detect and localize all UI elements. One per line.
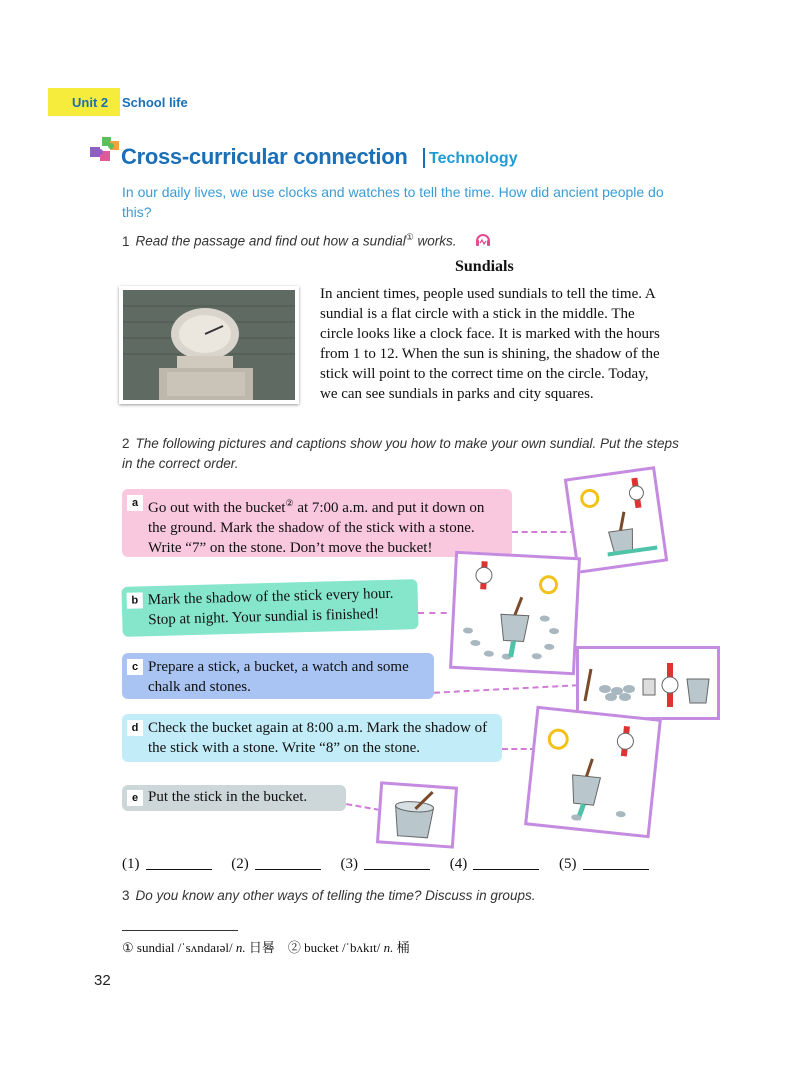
answer-blank-4[interactable] bbox=[473, 855, 539, 870]
footnote-ref-2: ② bbox=[285, 498, 294, 508]
task-2-text: The following pictures and captions show you how to make your own sundial. Put the steps in the correct order. bbox=[122, 436, 679, 471]
footnote-1-word: sundial bbox=[136, 940, 175, 955]
footnote-1-ipa: /ˈsʌndaɪəl/ bbox=[177, 940, 233, 955]
step-b-caption bbox=[121, 579, 418, 637]
step-a-text-end: at 7:00 a.m. and put it down on the ground. Mark the shadow of the stick with a stone. Write “7” on the stone. Don’t move the bucket! bbox=[148, 500, 485, 556]
footnote-1-pos: n. bbox=[235, 940, 246, 955]
answer-blanks bbox=[122, 855, 665, 873]
step-d-text: Check the bucket again at 8:00 a.m. Mark the shadow of the stick with a stone. Write “8” on the stone. bbox=[148, 720, 488, 756]
unit-name: School life bbox=[122, 95, 188, 110]
step-a-caption bbox=[122, 489, 512, 557]
footnote-2-word: bucket bbox=[304, 940, 339, 955]
footnote-2-pos: n. bbox=[383, 940, 394, 955]
answer-label-1: (1) bbox=[122, 856, 140, 872]
passage-body: In ancient times, people used sundials to tell the time. A sundial is a flat circle with a stick in the middle. The circle looks like a clock face. It is marked with the hours from 1 to 12. When the sun is shining, the shadow of the stick will point to the correct time on the circle. Today, we can see sundials in parks and city squares. bbox=[320, 286, 660, 402]
intro-question: In our daily lives, we use clocks and watches to tell the time. How did ancient people do this? bbox=[122, 184, 664, 220]
task-2 bbox=[122, 434, 682, 474]
step-c-picture bbox=[576, 646, 720, 720]
footnote-ref-1: ① bbox=[405, 232, 414, 242]
footnote-1-mark: ① bbox=[122, 940, 134, 955]
task-1-text-end: works. bbox=[413, 233, 457, 249]
step-b-picture bbox=[449, 551, 581, 675]
step-e-letter: e bbox=[127, 790, 143, 806]
page-number: 32 bbox=[94, 972, 111, 989]
answer-label-2: (2) bbox=[231, 856, 249, 872]
footnote-2-zh: 桶 bbox=[396, 940, 410, 955]
step-b-letter: b bbox=[127, 592, 143, 608]
task-3 bbox=[122, 888, 535, 903]
footnote-2-mark: ② bbox=[287, 940, 301, 955]
step-c-caption bbox=[122, 653, 434, 699]
answer-label-5: (5) bbox=[559, 856, 577, 872]
task-3-text: Do you know any other ways of telling the time? Discuss in groups. bbox=[135, 888, 536, 903]
footnotes bbox=[122, 937, 410, 956]
unit-label: Unit 2 bbox=[72, 95, 109, 110]
step-e-caption bbox=[122, 785, 346, 811]
task-1 bbox=[122, 232, 457, 249]
step-e-text: Put the stick in the bucket. bbox=[148, 789, 308, 805]
passage-title: Sundials bbox=[455, 258, 514, 275]
task-2-number: 2 bbox=[122, 436, 130, 451]
answer-blank-2[interactable] bbox=[255, 855, 321, 870]
step-a-text: Go out with the bucket bbox=[148, 500, 286, 516]
puzzle-icon bbox=[88, 133, 122, 167]
task-1-number: 1 bbox=[122, 233, 130, 249]
task-3-number: 3 bbox=[122, 888, 130, 903]
footnote-rule bbox=[122, 930, 238, 931]
connector-c bbox=[434, 684, 578, 694]
answer-blank-5[interactable] bbox=[583, 855, 649, 870]
section-subtitle: Technology bbox=[429, 150, 518, 167]
step-c-text: Prepare a stick, a bucket, a watch and some chalk and stones. bbox=[148, 659, 409, 695]
section-title: Cross-curricular connection bbox=[121, 144, 408, 169]
footnote-1-zh: 日晷 bbox=[248, 940, 275, 955]
connector-d bbox=[502, 748, 536, 750]
answer-blank-3[interactable] bbox=[364, 855, 430, 870]
connector-a bbox=[512, 531, 576, 533]
step-d-picture bbox=[524, 706, 662, 839]
answer-blank-1[interactable] bbox=[146, 855, 212, 870]
step-c-letter: c bbox=[127, 659, 143, 675]
title-divider bbox=[423, 148, 425, 168]
step-e-picture bbox=[376, 781, 458, 848]
footnote-2-ipa: /ˈbʌkɪt/ bbox=[342, 940, 381, 955]
answer-label-4: (4) bbox=[449, 856, 468, 872]
step-a-letter: a bbox=[127, 495, 143, 511]
connector-e bbox=[346, 803, 380, 811]
step-d-letter: d bbox=[127, 720, 143, 736]
headphones-icon[interactable] bbox=[474, 230, 492, 248]
step-d-caption bbox=[122, 714, 502, 762]
sundial-photo bbox=[119, 286, 299, 404]
task-1-text: Read the passage and find out how a sundial bbox=[135, 233, 406, 249]
answer-label-3: (3) bbox=[340, 856, 358, 872]
step-b-text: Mark the shadow of the stick every hour. Stop at night. Your sundial is finished! bbox=[147, 585, 394, 629]
